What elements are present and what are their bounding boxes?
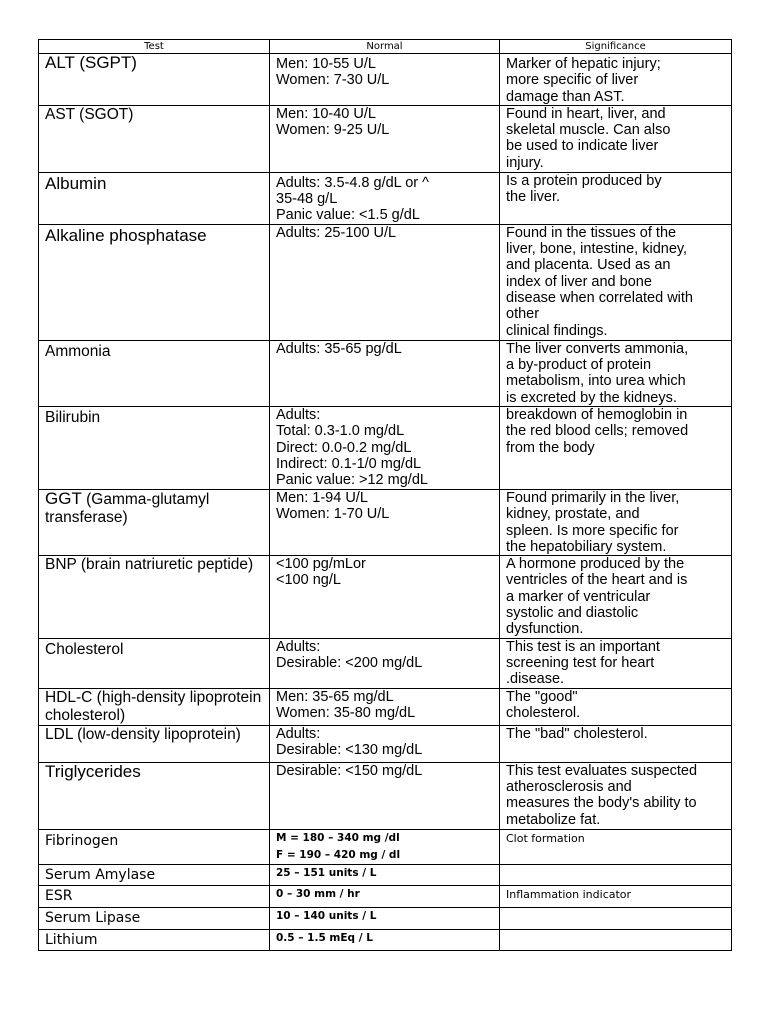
significance [500, 907, 732, 929]
significance [500, 929, 732, 950]
significance: Found primarily in the liver, kidney, prostate, and spleen. Is more specific for the hepatobiliary system. [500, 489, 732, 555]
normal-range: Adults: 35-65 pg/dL [270, 340, 500, 406]
normal-range: Adults: Desirable: <130 mg/dL [270, 725, 500, 762]
normal-range: Men: 1-94 U/L Women: 1-70 U/L [270, 489, 500, 555]
header-significance: Significance [500, 40, 732, 54]
significance [500, 864, 732, 885]
significance: The liver converts ammonia, a by-product of protein metabolism, into urea which is excreted by the kidneys. [500, 340, 732, 406]
test-name: ALT (SGPT) [39, 54, 270, 106]
table-row [39, 340, 732, 406]
significance: breakdown of hemoglobin in the red blood cells; removed from the body [500, 406, 732, 489]
test-name: Bilirubin [39, 406, 270, 489]
table-row [39, 725, 732, 762]
table-row [39, 762, 732, 829]
table-row [39, 224, 732, 340]
normal-range: 0 – 30 mm / hr [270, 885, 500, 907]
table-row [39, 907, 732, 929]
header-normal: Normal [270, 40, 500, 54]
test-name: Ammonia [39, 340, 270, 406]
test-name: Fibrinogen [39, 829, 270, 864]
table-row [39, 489, 732, 555]
test-name: ESR [39, 885, 270, 907]
table-row [39, 556, 732, 638]
test-name: LDL (low-density lipoprotein) [39, 725, 270, 762]
normal-range: Men: 10-55 U/L Women: 7-30 U/L [270, 54, 500, 106]
normal-range: Adults: 3.5-4.8 g/dL or ^ 35-48 g/L Panic value: <1.5 g/dL [270, 172, 500, 224]
significance: Marker of hepatic injury; more specific of liver damage than AST. [500, 54, 732, 106]
significance: This test is an important screening test for heart .disease. [500, 638, 732, 688]
normal-range: <100 pg/mLor <100 ng/L [270, 556, 500, 638]
test-name: AST (SGOT) [39, 105, 270, 172]
normal-range: 0.5 – 1.5 mEq / L [270, 929, 500, 950]
normal-range: Men: 10-40 U/L Women: 9-25 U/L [270, 105, 500, 172]
test-name: Albumin [39, 172, 270, 224]
table-row [39, 688, 732, 725]
header-test: Test [39, 40, 270, 54]
significance: Is a protein produced by the liver. [500, 172, 732, 224]
significance: Found in heart, liver, and skeletal muscle. Can also be used to indicate liver injury. [500, 105, 732, 172]
test-name-abbr: BNP [45, 556, 77, 574]
table-row [39, 406, 732, 489]
table-row [39, 864, 732, 885]
test-name-abbr: GGT [45, 489, 82, 508]
significance: A hormone produced by the ventricles of the heart and is a marker of ventricular systolic and diastolic dysfunction. [500, 556, 732, 638]
significance: The "good" cholesterol. [500, 688, 732, 725]
significance: Clot formation [500, 829, 732, 864]
test-name-full: (Gamma-glutamyl transferase) [45, 490, 210, 526]
test-name: HDL-C (high-density lipoprotein cholesterol) [39, 688, 270, 725]
normal-range: Adults: Total: 0.3-1.0 mg/dL Direct: 0.0-0.2 mg/dL Indirect: 0.1-1/0 mg/dL Panic value: >12 mg/dL [270, 406, 500, 489]
significance: Inflammation indicator [500, 885, 732, 907]
table-row [39, 105, 732, 172]
significance: The "bad" cholesterol. [500, 725, 732, 762]
test-name-full: (brain natriuretic peptide) [76, 556, 254, 574]
test-name: Cholesterol [39, 638, 270, 688]
test-name: Serum Amylase [39, 864, 270, 885]
table-row [39, 829, 732, 864]
table-row [39, 638, 732, 688]
lab-values-table [38, 39, 732, 951]
normal-range: Desirable: <150 mg/dL [270, 762, 500, 829]
table-header-row [39, 40, 732, 54]
normal-range: M = 180 – 340 mg /dl F = 190 – 420 mg / dl [270, 829, 500, 864]
test-name: Lithium [39, 929, 270, 950]
significance: Found in the tissues of the liver, bone, intestine, kidney, and placenta. Used as an index of liver and bone disease when correlated with other clinical findings. [500, 224, 732, 340]
normal-range: 25 – 151 units / L [270, 864, 500, 885]
test-name: Alkaline phosphatase [39, 224, 270, 340]
normal-range: Adults: Desirable: <200 mg/dL [270, 638, 500, 688]
normal-range: Adults: 25-100 U/L [270, 224, 500, 340]
table-row [39, 885, 732, 907]
test-name [39, 556, 270, 638]
table-row [39, 172, 732, 224]
test-name [39, 489, 270, 555]
test-name: Serum Lipase [39, 907, 270, 929]
table-row [39, 54, 732, 106]
test-name: Triglycerides [39, 762, 270, 829]
normal-range: Men: 35-65 mg/dL Women: 35-80 mg/dL [270, 688, 500, 725]
normal-range: 10 – 140 units / L [270, 907, 500, 929]
table-row [39, 929, 732, 950]
significance: This test evaluates suspected atherosclerosis and measures the body's ability to metabolize fat. [500, 762, 732, 829]
